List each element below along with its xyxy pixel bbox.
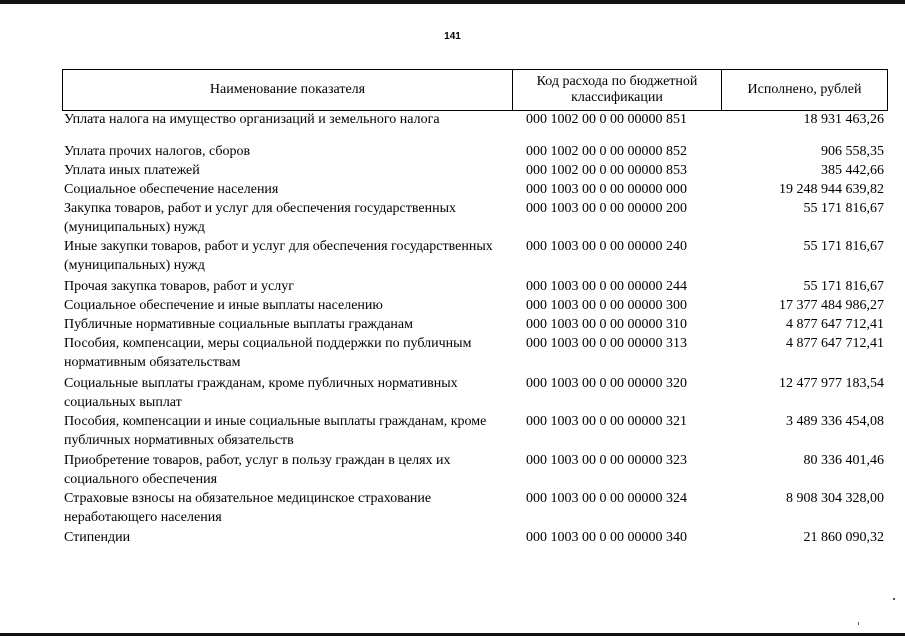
row-code: 000 1003 00 0 00 00000 320 xyxy=(526,376,687,391)
row-code: 000 1003 00 0 00 00000 000 xyxy=(526,182,687,197)
row-name: Уплата прочих налогов, сборов xyxy=(64,144,251,159)
page-number: 141 xyxy=(444,31,461,42)
row-amount: 8 908 304 328,00 xyxy=(786,491,884,506)
row-code: 000 1003 00 0 00 00000 323 xyxy=(526,453,687,468)
row-code: 000 1002 00 0 00 00000 852 xyxy=(526,144,687,159)
row-name: Пособия, компенсации, меры социальной поддержки по публичным нормативным обязательствам xyxy=(64,336,472,370)
row-name: Социальное обеспечение и иные выплаты населению xyxy=(64,298,383,313)
row-code: 000 1003 00 0 00 00000 324 xyxy=(526,491,687,506)
row-name: Стипендии xyxy=(64,530,131,545)
row-amount: 55 171 816,67 xyxy=(803,201,884,216)
row-code: 000 1003 00 0 00 00000 300 xyxy=(526,298,687,313)
row-name: Пособия, компенсации и иные социальные выплаты гражданам, кроме публичных нормативных обязательств xyxy=(64,414,487,448)
row-name: Приобретение товаров, работ, услуг в пользу граждан в целях их социального обеспечения xyxy=(64,453,451,487)
row-name: Уплата налога на имущество организаций и земельного налога xyxy=(64,112,440,127)
row-name: Иные закупки товаров, работ и услуг для обеспечения государственных (муниципальных) нужд xyxy=(64,239,493,273)
row-amount: 80 336 401,46 xyxy=(803,453,884,468)
row-amount: 17 377 484 986,27 xyxy=(779,298,884,313)
row-code: 000 1003 00 0 00 00000 240 xyxy=(526,239,687,254)
row-name: Социальные выплаты гражданам, кроме публичных нормативных социальных выплат xyxy=(64,376,458,410)
row-amount: 3 489 336 454,08 xyxy=(786,414,884,429)
row-amount: 18 931 463,26 xyxy=(803,112,884,127)
row-name: Закупка товаров, работ и услуг для обеспечения государственных (муниципальных) нужд xyxy=(64,201,457,235)
row-amount: 4 877 647 712,41 xyxy=(786,317,884,332)
column-header-name: Наименование показателя xyxy=(63,70,513,110)
row-amount: 12 477 977 183,54 xyxy=(779,376,884,391)
row-amount: 55 171 816,67 xyxy=(803,279,884,294)
row-code: 000 1003 00 0 00 00000 340 xyxy=(526,530,687,545)
row-name: Социальное обеспечение населения xyxy=(64,182,279,197)
scan-border-bottom xyxy=(0,633,905,636)
table-header xyxy=(62,69,888,111)
row-amount: 906 558,35 xyxy=(821,144,884,159)
row-code: 000 1003 00 0 00 00000 200 xyxy=(526,201,687,216)
row-name: Уплата иных платежей xyxy=(64,163,200,178)
row-name: Публичные нормативные социальные выплаты гражданам xyxy=(64,317,413,332)
row-code: 000 1002 00 0 00 00000 853 xyxy=(526,163,687,178)
row-amount: 385 442,66 xyxy=(821,163,884,178)
scan-speck xyxy=(893,598,895,600)
row-code: 000 1003 00 0 00 00000 313 xyxy=(526,336,687,351)
column-header-code: Код расхода по бюджетной классификации xyxy=(513,70,722,110)
row-code: 000 1003 00 0 00 00000 244 xyxy=(526,279,687,294)
column-header-amount: Исполнено, рублей xyxy=(747,82,862,97)
row-name: Прочая закупка товаров, работ и услуг xyxy=(64,279,294,294)
row-code: 000 1003 00 0 00 00000 310 xyxy=(526,317,687,332)
scan-speck xyxy=(858,622,859,625)
row-amount: 21 860 090,32 xyxy=(803,530,884,545)
row-amount: 19 248 944 639,82 xyxy=(779,182,884,197)
scan-border-top xyxy=(0,0,905,4)
row-amount: 4 877 647 712,41 xyxy=(786,336,884,351)
row-amount: 55 171 816,67 xyxy=(803,239,884,254)
row-code: 000 1002 00 0 00 00000 851 xyxy=(526,112,687,127)
row-name: Страховые взносы на обязательное медицинское страхование неработающего населения xyxy=(64,491,432,525)
row-code: 000 1003 00 0 00 00000 321 xyxy=(526,414,687,429)
